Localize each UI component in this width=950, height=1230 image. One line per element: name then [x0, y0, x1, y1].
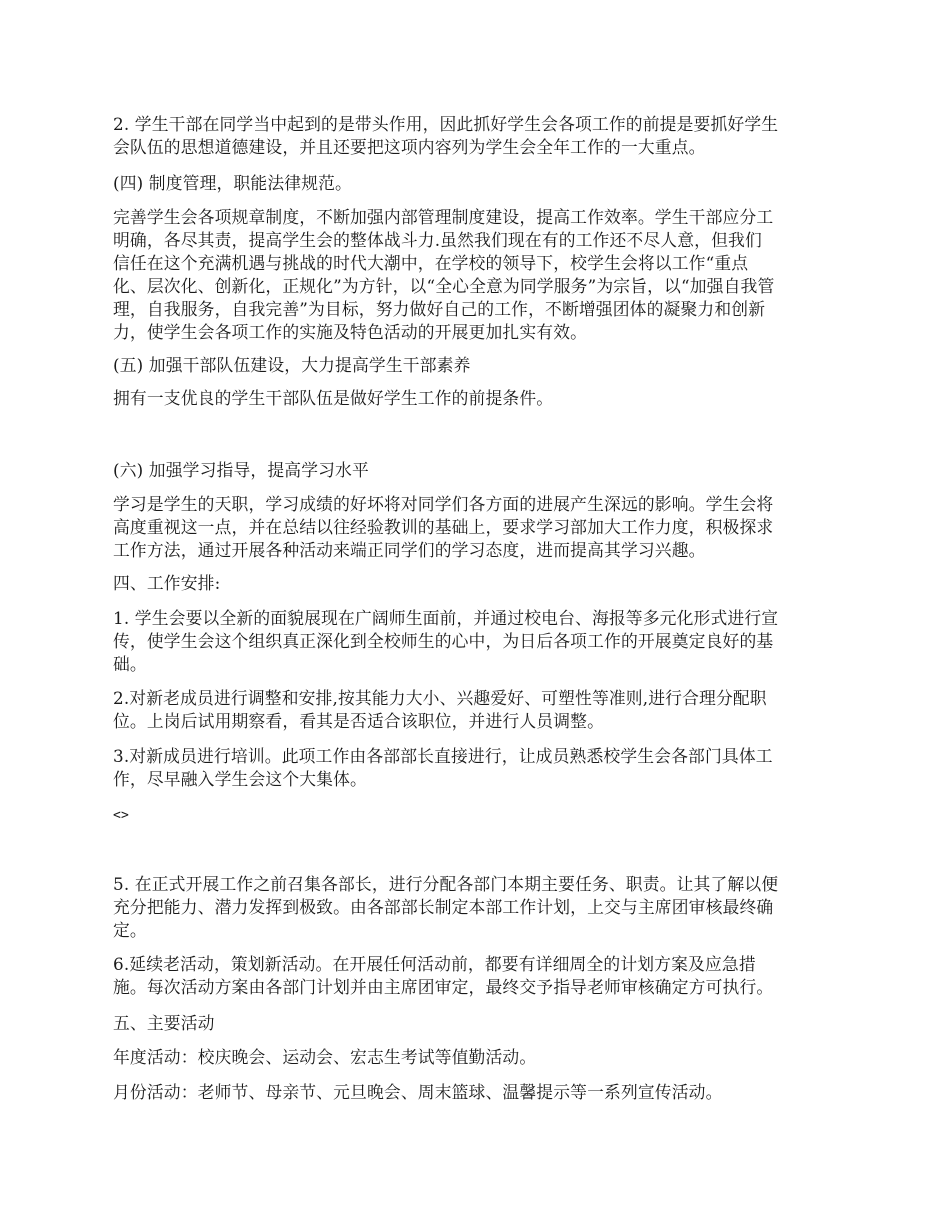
section-5-main-activities: 五、主要活动: [113, 1013, 215, 1033]
paragraph-system-rules: 完善学生会各项规章制度，不断加强内部管理制度建设，提高工作效率。学生干部应分工 明确，各尽其责，提高学生会的整体战斗力.虽然我们现在有的工作还不尽人意，但我们 信任在这个充满机遇与挑战的时代大潮中，在学校的领导下，校学生会将以工作“重点 化、层次化、创新化，正规化”为方针，以“全心全意为同学服务”为宗旨，以“加强自我管 理，自我服务，自我完善”为目标，努力做好自己的工作，不断增强团体的凝聚力和创新 力，使学生会各项工作的实施及特色活动的开展更加扎实有效。: [113, 207, 775, 342]
arrangement-item-6: 6.延续老活动，策划新活动。在开展任何活动前，都要有详细周全的计划方案及应急措 施。每次活动方案由各部门计划并由主席团审定，最终交予指导老师审核确定方可执行。: [113, 954, 774, 997]
paragraph-cadre-team: 拥有一支优良的学生干部队伍是做好学生工作的前提条件。: [113, 388, 554, 408]
section-4-work-arrangement: 四、工作安排:: [113, 573, 221, 593]
heading-6-study-guidance: (六) 加强学习指导，提高学习水平: [113, 460, 369, 480]
heading-4-system-management: (四) 制度管理，职能法律规范。: [113, 173, 352, 193]
arrangement-item-2: 2.对新老成员进行调整和安排,按其能力大小、兴趣爱好、可塑性等准则,进行合理分配职 位。上岗后试用期察看，看其是否适合该职位，并进行人员调整。: [113, 688, 767, 731]
arrangement-item-3: 3.对新成员进行培训。此项工作由各部部长直接进行，让成员熟悉校学生会各部门具体工 作，尽早融入学生会这个大集体。: [113, 746, 773, 789]
paragraph-study: 学习是学生的天职，学习成绩的好坏将对同学们各方面的进展产生深远的影响。学生会将 高度重视这一点，并在总结以往经验教训的基础上，要求学习部加大工作力度，积极探求 工作方法，通过开展各种活动来端正同学们的学习态度，进而提高其学习兴趣。: [113, 494, 774, 560]
heading-5-cadre-team: (五) 加强干部队伍建设，大力提高学生干部素养: [113, 355, 471, 375]
placeholder-marker: <>: [113, 808, 129, 823]
item-2-student-cadre-role: 2. 学生干部在同学当中起到的是带头作用，因此抓好学生会各项工作的前提是要抓好学生 会队伍的思想道德建设，并且还要把这项内容列为学生会全年工作的一大重点。: [113, 114, 779, 157]
activities-monthly: 月份活动：老师节、母亲节、元旦晚会、周末篮球、温馨提示等一系列宣传活动。: [113, 1082, 723, 1102]
arrangement-item-5: 5. 在正式开展工作之前召集各部长，进行分配各部门本期主要任务、职责。让其了解以便 充分把能力、潜力发挥到极致。由各部部长制定本部工作计划，上交与主席团审核最终确 定。: [113, 874, 779, 940]
arrangement-item-1: 1. 学生会要以全新的面貌展现在广阔师生面前，并通过校电台、海报等多元化形式进行宣 传，使学生会这个组织真正深化到全校师生的心中，为日后各项工作的开展奠定良好的基 础。: [113, 608, 779, 674]
activities-annual: 年度活动：校庆晚会、运动会、宏志生考试等值勤活动。: [113, 1047, 537, 1067]
